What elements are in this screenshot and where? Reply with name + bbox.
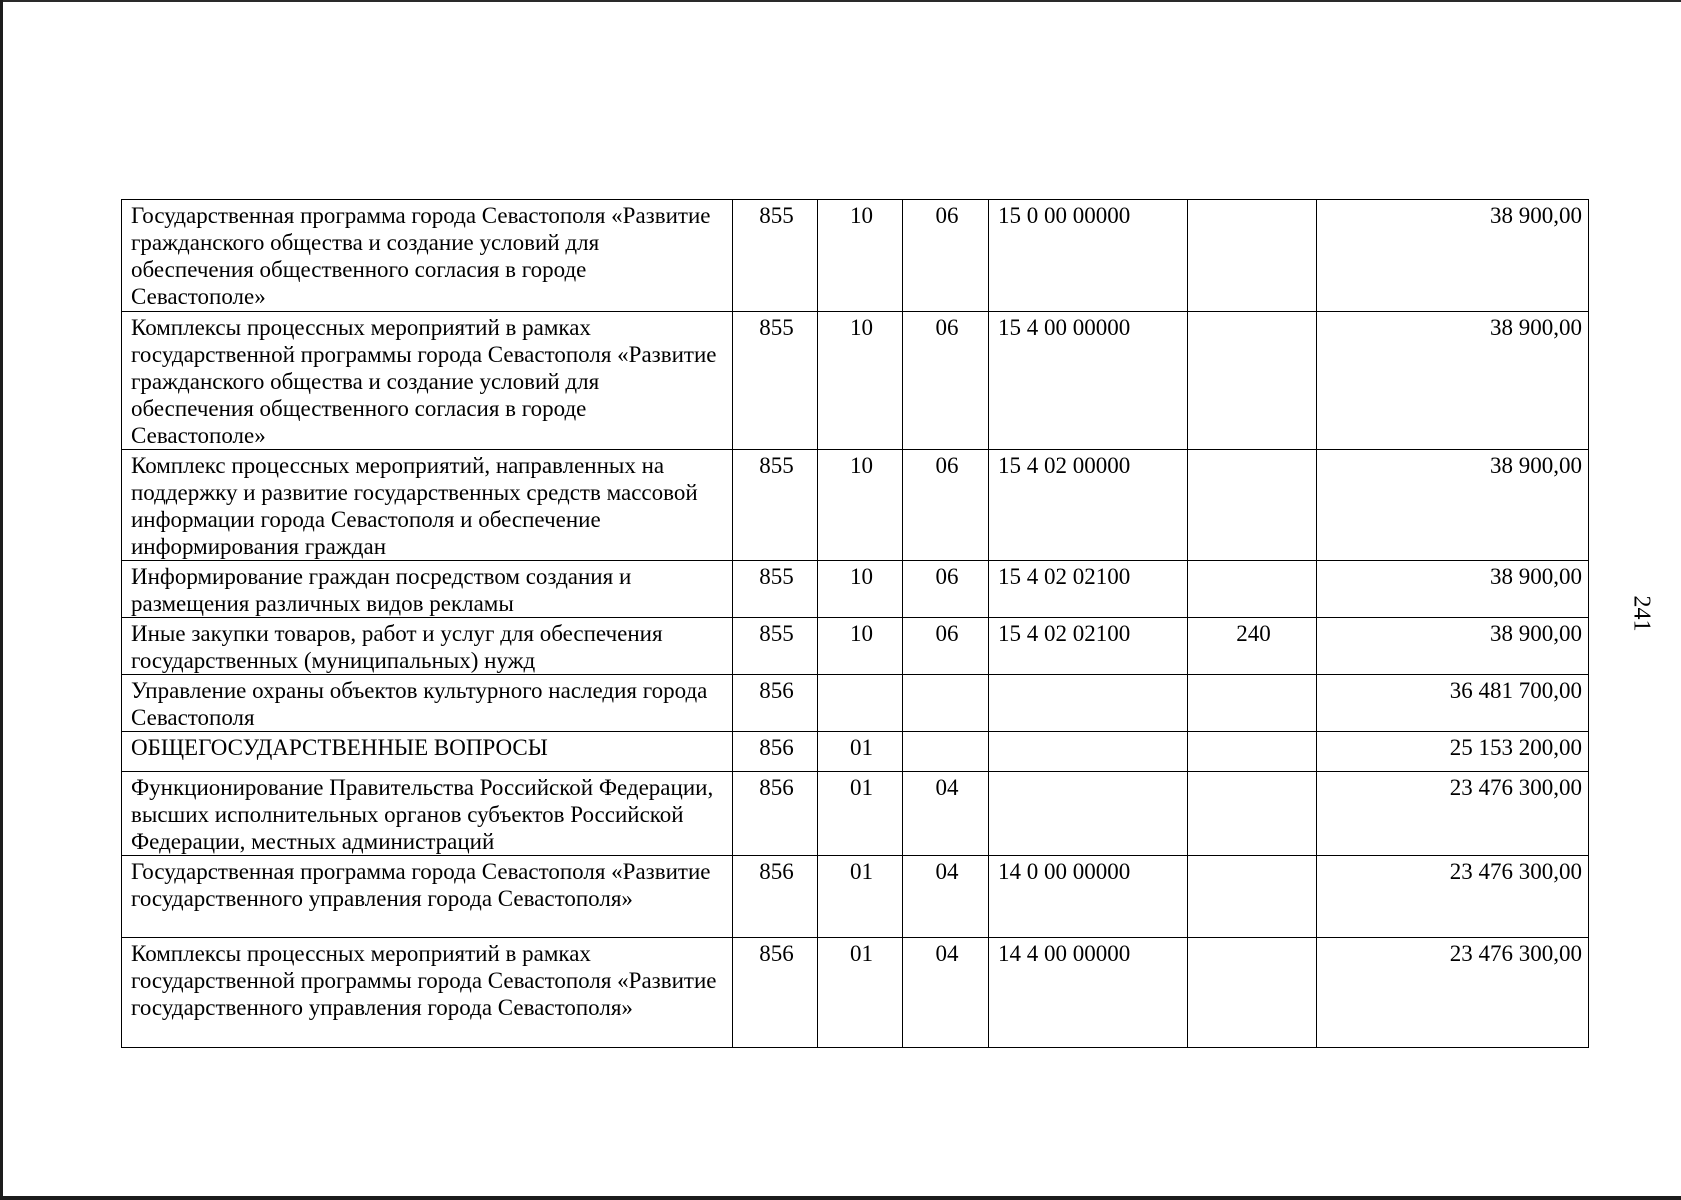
csr-cell [989, 772, 1188, 856]
csr-cell: 15 4 02 02100 [989, 561, 1188, 618]
csr-cell: 14 4 00 00000 [989, 938, 1188, 1048]
rz-cell: 10 [818, 561, 903, 618]
pr-cell [903, 732, 989, 772]
sum-cell: 38 900,00 [1317, 312, 1589, 450]
csr-cell: 14 0 00 00000 [989, 856, 1188, 938]
scan-border-top [0, 0, 1681, 2]
pr-cell: 06 [903, 200, 989, 312]
row-name-cell: Комплексы процессных мероприятий в рамках государственной программы города Севастополя «Развитие гражданского общества и создание условий для обеспечения общественного согласия в городе Севастополе» [122, 312, 733, 450]
ved-cell: 856 [733, 675, 818, 732]
row-name-cell: Управление охраны объектов культурного наследия города Севастополя [122, 675, 733, 732]
ved-cell: 856 [733, 938, 818, 1048]
rz-cell: 01 [818, 772, 903, 856]
vr-cell [1188, 732, 1317, 772]
budget-table [121, 199, 1589, 1048]
vr-cell: 240 [1188, 618, 1317, 675]
table-row [122, 772, 1589, 856]
row-name-cell: Государственная программа города Севастополя «Развитие государственного управления города Севастополя» [122, 856, 733, 938]
sum-cell: 38 900,00 [1317, 618, 1589, 675]
pr-cell: 06 [903, 450, 989, 561]
sum-cell: 23 476 300,00 [1317, 856, 1589, 938]
row-name-cell: Функционирование Правительства Российской Федерации, высших исполнительных органов субъектов Российской Федерации, местных администраций [122, 772, 733, 856]
csr-cell [989, 675, 1188, 732]
sum-cell: 38 900,00 [1317, 450, 1589, 561]
csr-cell: 15 4 02 02100 [989, 618, 1188, 675]
table-row [122, 561, 1589, 618]
vr-cell [1188, 772, 1317, 856]
table-row [122, 450, 1589, 561]
rz-cell: 01 [818, 938, 903, 1048]
csr-cell [989, 732, 1188, 772]
ved-cell: 856 [733, 732, 818, 772]
ved-cell: 855 [733, 200, 818, 312]
ved-cell: 855 [733, 450, 818, 561]
csr-cell: 15 4 02 00000 [989, 450, 1188, 561]
pr-cell [903, 675, 989, 732]
rz-cell: 10 [818, 450, 903, 561]
vr-cell [1188, 312, 1317, 450]
row-name-cell: Государственная программа города Севастополя «Развитие гражданского общества и создание условий для обеспечения общественного согласия в городе Севастополе» [122, 200, 733, 312]
vr-cell [1188, 938, 1317, 1048]
scan-border-left [0, 0, 3, 1200]
csr-cell: 15 4 00 00000 [989, 312, 1188, 450]
pr-cell: 04 [903, 938, 989, 1048]
pr-cell: 06 [903, 312, 989, 450]
table-row [122, 618, 1589, 675]
rz-cell: 01 [818, 856, 903, 938]
pr-cell: 06 [903, 618, 989, 675]
sum-cell: 36 481 700,00 [1317, 675, 1589, 732]
csr-cell: 15 0 00 00000 [989, 200, 1188, 312]
table-row [122, 856, 1589, 938]
rz-cell: 10 [818, 618, 903, 675]
ved-cell: 855 [733, 312, 818, 450]
row-name-cell: Комплексы процессных мероприятий в рамках государственной программы города Севастополя «Развитие государственного управления города Севастополя» [122, 938, 733, 1048]
vr-cell [1188, 450, 1317, 561]
pr-cell: 04 [903, 856, 989, 938]
table-row [122, 675, 1589, 732]
row-name-cell: Комплекс процессных мероприятий, направленных на поддержку и развитие государственных средств массовой информации города Севастополя и обеспечение информирования граждан [122, 450, 733, 561]
vr-cell [1188, 675, 1317, 732]
scan-border-bottom [0, 1196, 1681, 1200]
table-body [122, 200, 1589, 1048]
sum-cell: 38 900,00 [1317, 200, 1589, 312]
vr-cell [1188, 856, 1317, 938]
sum-cell: 25 153 200,00 [1317, 732, 1589, 772]
row-name-cell: ОБЩЕГОСУДАРСТВЕННЫЕ ВОПРОСЫ [122, 732, 733, 772]
row-name-cell: Информирование граждан посредством создания и размещения различных видов рекламы [122, 561, 733, 618]
rz-cell: 01 [818, 732, 903, 772]
sum-cell: 38 900,00 [1317, 561, 1589, 618]
table-row [122, 732, 1589, 772]
sum-cell: 23 476 300,00 [1317, 938, 1589, 1048]
rz-cell: 10 [818, 312, 903, 450]
table-row [122, 938, 1589, 1048]
ved-cell: 856 [733, 856, 818, 938]
vr-cell [1188, 200, 1317, 312]
rz-cell: 10 [818, 200, 903, 312]
vr-cell [1188, 561, 1317, 618]
pr-cell: 04 [903, 772, 989, 856]
pr-cell: 06 [903, 561, 989, 618]
sum-cell: 23 476 300,00 [1317, 772, 1589, 856]
row-name-cell: Иные закупки товаров, работ и услуг для обеспечения государственных (муниципальных) нужд [122, 618, 733, 675]
table-row [122, 200, 1589, 312]
table-row [122, 312, 1589, 450]
ved-cell: 856 [733, 772, 818, 856]
page-number: 241 [1628, 595, 1655, 632]
rz-cell [818, 675, 903, 732]
ved-cell: 855 [733, 561, 818, 618]
ved-cell: 855 [733, 618, 818, 675]
